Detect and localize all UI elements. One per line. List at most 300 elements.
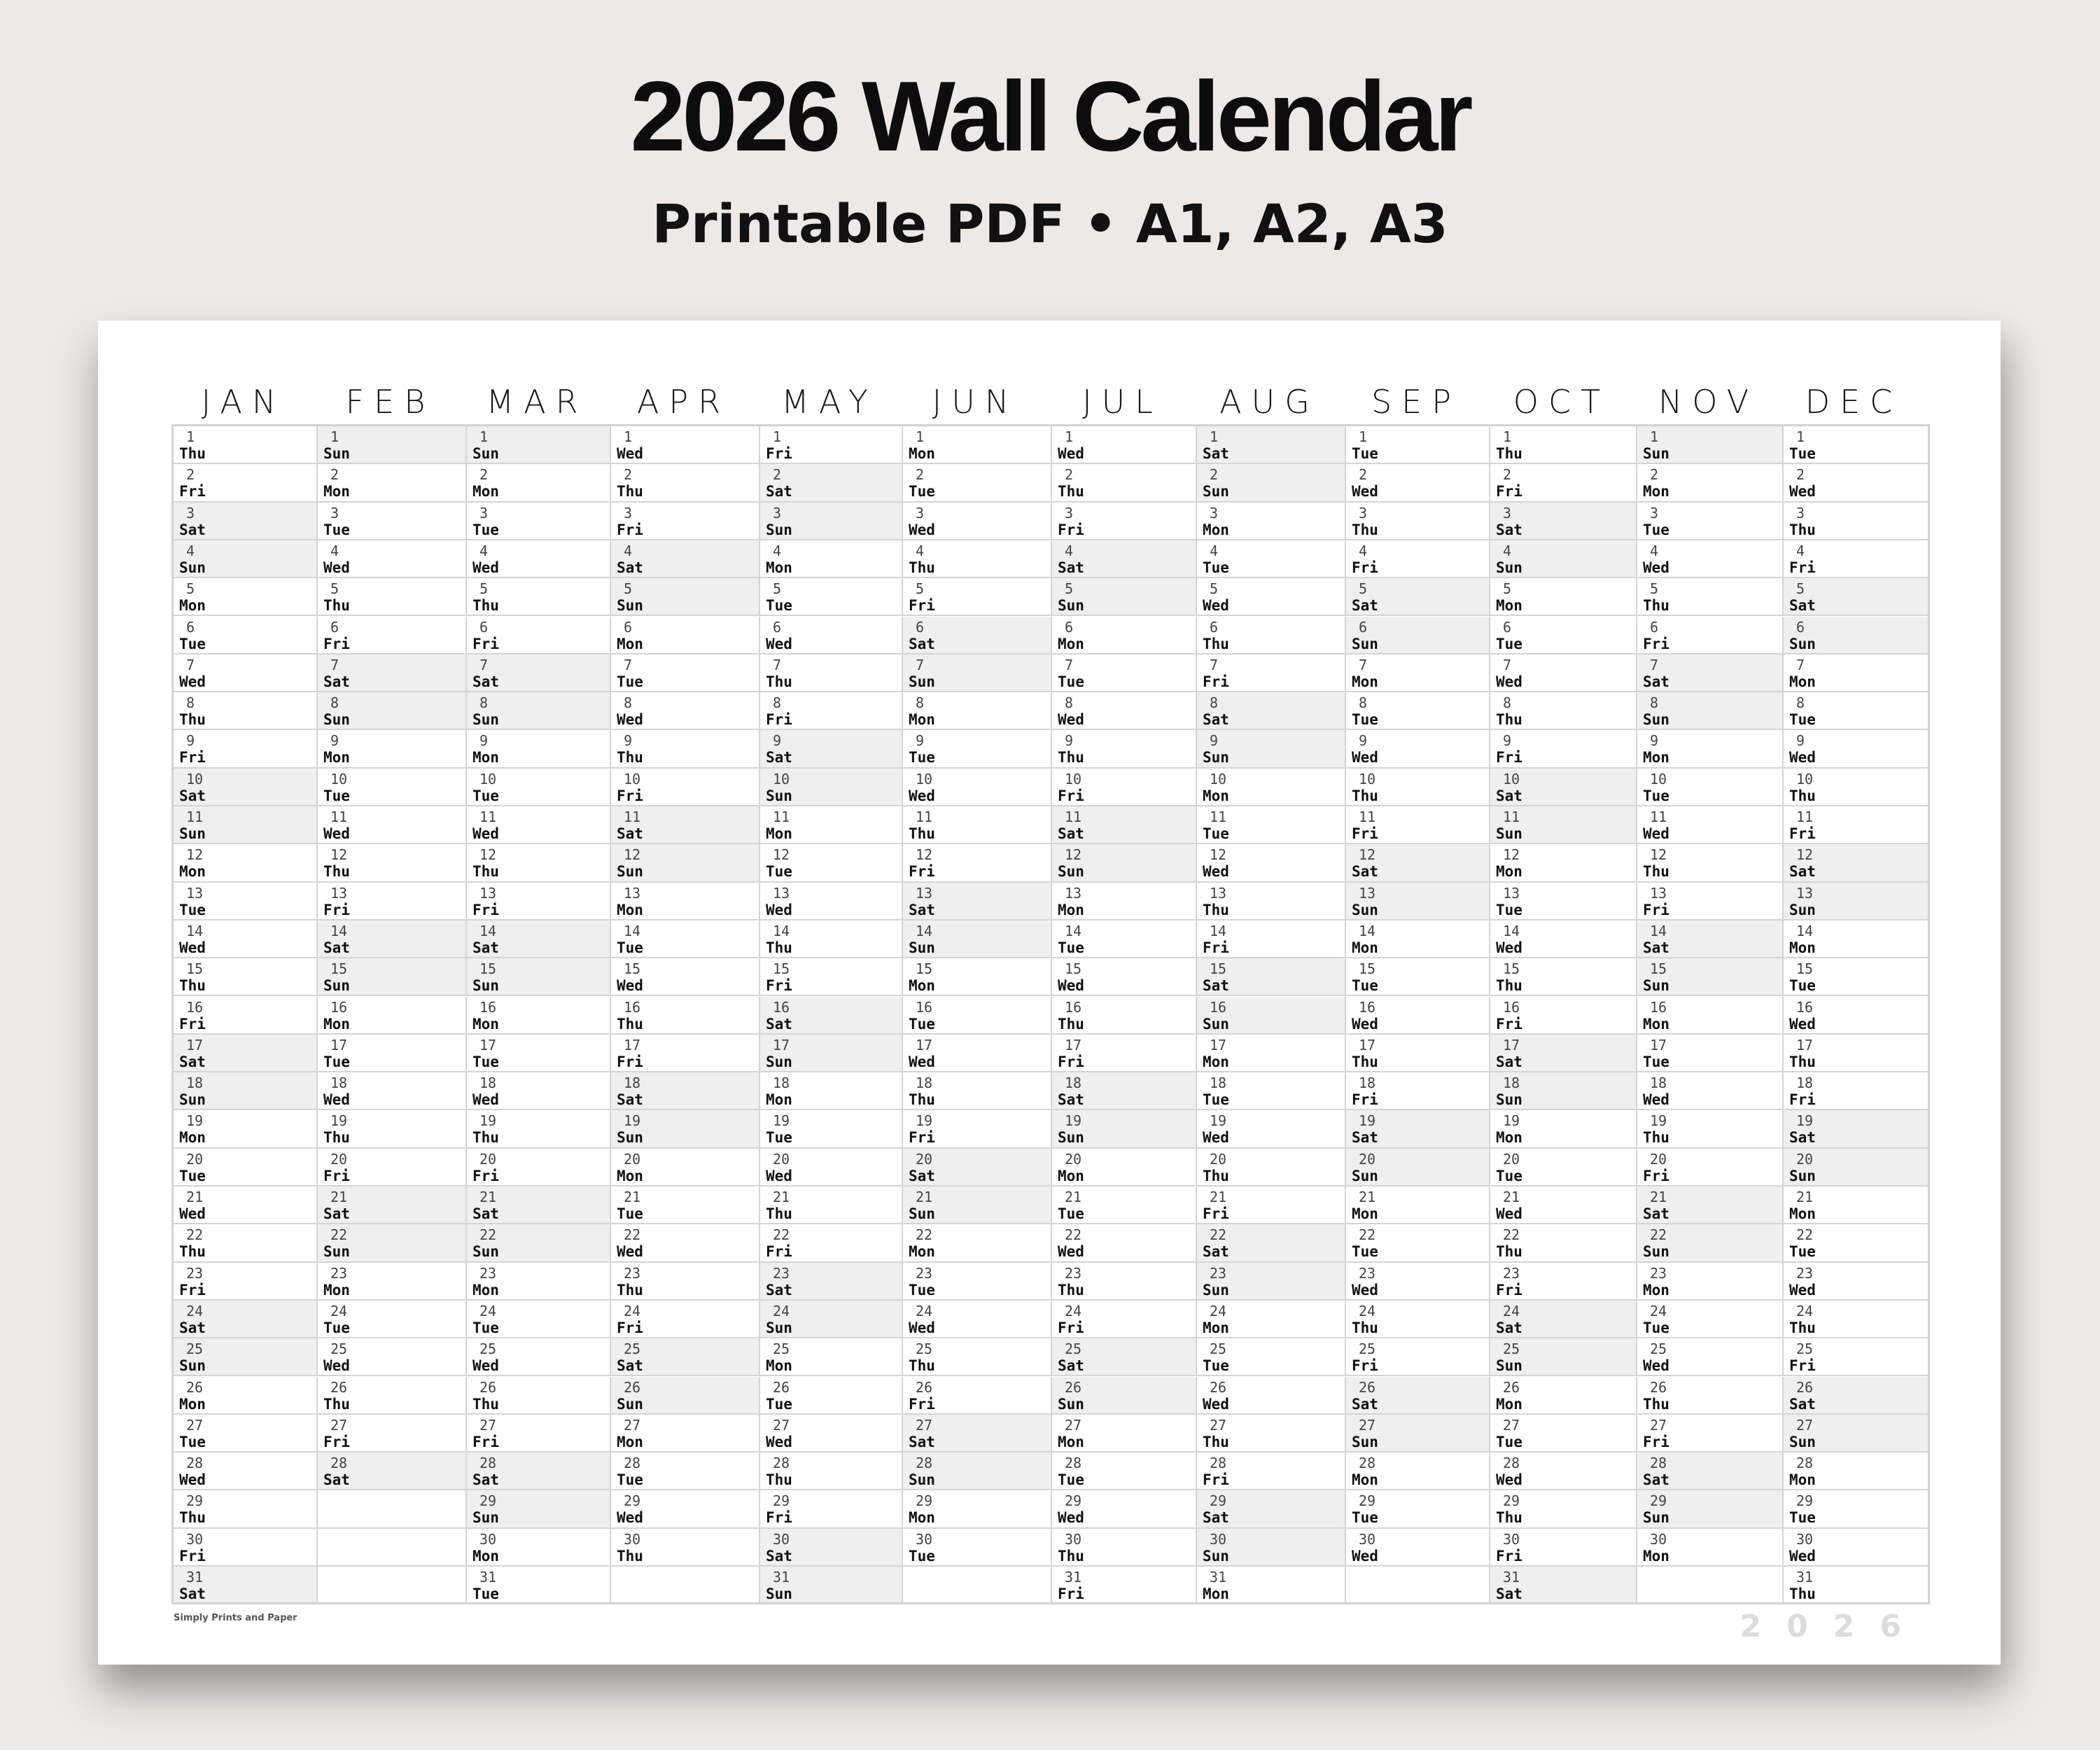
day-cell — [467, 1567, 611, 1602]
day-cell — [1784, 1490, 1928, 1528]
day-cell — [1197, 503, 1346, 540]
month-label-nov: NOV — [1658, 383, 1759, 421]
day-cell — [1784, 540, 1928, 578]
day-number: 12 — [624, 846, 641, 864]
weekday-label: Wed — [617, 1509, 643, 1527]
day-cell — [903, 503, 1052, 540]
day-number: 24 — [330, 1302, 348, 1320]
day-number: 1 — [624, 428, 633, 445]
day-number: 9 — [624, 732, 633, 750]
day-cell — [1637, 997, 1784, 1035]
weekday-label: Sun — [1789, 635, 1816, 652]
day-cell — [1197, 806, 1346, 844]
day-cell — [1346, 1186, 1490, 1224]
day-number: 11 — [330, 808, 348, 825]
day-number: 7 — [1210, 656, 1219, 673]
day-number: 28 — [186, 1455, 204, 1472]
day-cell — [760, 1263, 903, 1301]
day-number: 29 — [479, 1492, 497, 1510]
weekday-label: Sun — [617, 1395, 643, 1413]
day-cell — [318, 1452, 467, 1490]
day-number: 12 — [1359, 846, 1376, 864]
day-cell — [1197, 769, 1346, 806]
weekday-label: Thu — [1789, 787, 1816, 804]
day-cell — [1052, 1377, 1197, 1415]
day-number: 24 — [1210, 1302, 1227, 1320]
weekday-label: Fri — [1643, 1167, 1670, 1184]
day-cell — [611, 769, 760, 806]
day-number: 16 — [330, 998, 348, 1016]
day-number: 17 — [1359, 1036, 1376, 1054]
day-cell — [611, 692, 760, 730]
day-cell — [1784, 883, 1928, 920]
day-number: 27 — [479, 1416, 497, 1434]
weekday-label: Fri — [472, 1167, 499, 1184]
day-number: 7 — [186, 656, 195, 673]
day-cell — [1490, 617, 1637, 654]
weekday-label: Sun — [472, 977, 499, 995]
day-number: 29 — [916, 1492, 933, 1510]
weekday-label: Wed — [179, 673, 206, 690]
day-cell — [467, 1149, 611, 1186]
day-cell — [1784, 617, 1928, 654]
day-cell — [903, 920, 1052, 958]
weekday-label: Sat — [909, 1167, 935, 1184]
day-number: 17 — [330, 1036, 348, 1054]
day-number: 28 — [624, 1455, 641, 1472]
weekday-label: Thu — [1789, 521, 1816, 538]
weekday-label: Fri — [179, 483, 206, 500]
weekday-label: Tue — [1203, 1091, 1229, 1109]
day-cell — [1490, 958, 1637, 996]
day-cell — [1784, 730, 1928, 768]
weekday-label: Wed — [1789, 1547, 1816, 1564]
day-cell — [1490, 997, 1637, 1035]
weekday-label: Sat — [472, 1471, 499, 1489]
day-cell — [467, 1415, 611, 1452]
day-number: 2 — [1796, 466, 1805, 484]
day-number: 17 — [186, 1036, 204, 1054]
day-number: 19 — [186, 1112, 204, 1130]
weekday-label: Fri — [1203, 1205, 1229, 1222]
weekday-label: Sun — [1203, 1281, 1229, 1298]
day-number: 27 — [330, 1416, 348, 1434]
weekday-label: Sat — [179, 1319, 206, 1336]
day-cell — [1197, 1338, 1346, 1376]
weekday-label: Tue — [472, 1319, 499, 1336]
day-number: 13 — [1503, 884, 1520, 902]
day-cell — [903, 692, 1052, 730]
day-number: 17 — [1210, 1036, 1227, 1054]
day-cell — [760, 1567, 903, 1602]
weekday-label: Thu — [617, 1015, 643, 1032]
day-cell — [174, 1452, 318, 1490]
day-cell — [1052, 806, 1197, 844]
weekday-label: Sat — [1058, 1091, 1084, 1109]
day-number: 16 — [916, 998, 933, 1016]
day-cell — [1637, 1263, 1784, 1301]
day-cell — [1052, 1263, 1197, 1301]
weekday-label: Fri — [1496, 1547, 1522, 1564]
day-number: 13 — [479, 884, 497, 902]
day-number: 9 — [1210, 732, 1219, 750]
day-number: 4 — [1503, 542, 1512, 559]
day-number: 17 — [1065, 1036, 1082, 1054]
day-cell — [174, 997, 318, 1035]
day-cell — [174, 1263, 318, 1301]
day-number: 1 — [1210, 428, 1219, 445]
day-cell — [1052, 1338, 1197, 1376]
weekday-label: Sun — [323, 977, 350, 995]
weekday-label: Mon — [909, 445, 935, 462]
day-number: 10 — [1210, 770, 1227, 788]
day-number: 9 — [1359, 732, 1368, 750]
weekday-label: Sun — [766, 787, 792, 804]
day-cell — [174, 730, 318, 768]
day-cell — [903, 806, 1052, 844]
day-cell — [1346, 617, 1490, 654]
day-cell — [1490, 464, 1637, 502]
day-cell — [903, 654, 1052, 692]
day-number: 24 — [1503, 1302, 1520, 1320]
day-cell — [467, 464, 611, 502]
day-cell — [1052, 464, 1197, 502]
weekday-label: Sun — [179, 559, 206, 576]
day-number: 13 — [773, 884, 790, 902]
day-number: 22 — [1650, 1226, 1667, 1244]
weekday-label: Mon — [1058, 1167, 1084, 1184]
day-cell — [1197, 654, 1346, 692]
weekday-label: Sun — [1789, 1433, 1816, 1450]
day-number: 9 — [1796, 732, 1805, 750]
day-cell — [1197, 578, 1346, 616]
day-number: 30 — [186, 1530, 204, 1548]
day-cell — [1637, 1338, 1784, 1376]
day-cell — [1197, 1149, 1346, 1186]
day-number: 14 — [1065, 922, 1082, 939]
day-number: 8 — [916, 694, 925, 712]
day-cell — [1490, 578, 1637, 616]
day-cell — [903, 1110, 1052, 1148]
day-number: 23 — [1796, 1264, 1814, 1282]
weekday-label: Thu — [179, 977, 206, 995]
weekday-label: Sat — [1203, 445, 1229, 462]
day-cell — [903, 540, 1052, 578]
day-number: 26 — [1359, 1378, 1376, 1396]
day-cell — [1784, 1263, 1928, 1301]
day-number: 28 — [1359, 1455, 1376, 1472]
day-number: 28 — [773, 1455, 790, 1472]
day-cell — [760, 1149, 903, 1186]
day-number: 18 — [330, 1074, 348, 1092]
day-number: 31 — [1065, 1569, 1082, 1586]
day-cell — [1197, 1377, 1346, 1415]
day-number: 16 — [773, 998, 790, 1016]
day-cell — [318, 426, 467, 464]
day-number: 18 — [624, 1074, 641, 1092]
day-number: 11 — [1359, 808, 1376, 825]
day-cell — [318, 464, 467, 502]
day-cell — [1637, 578, 1784, 616]
day-cell — [1490, 1338, 1637, 1376]
day-cell — [1637, 1301, 1784, 1338]
weekday-label: Fri — [1352, 1091, 1378, 1109]
day-number: 22 — [1796, 1226, 1814, 1244]
day-number: 10 — [330, 770, 348, 788]
day-cell — [1784, 1035, 1928, 1072]
weekday-label: Sun — [179, 825, 206, 842]
weekday-label: Thu — [1058, 1015, 1084, 1032]
day-number: 20 — [330, 1150, 348, 1168]
day-number: 15 — [624, 960, 641, 978]
day-number: 24 — [479, 1302, 497, 1320]
weekday-label: Thu — [617, 749, 643, 766]
weekday-label: Tue — [472, 521, 499, 538]
day-cell — [1637, 958, 1784, 996]
day-cell — [760, 426, 903, 464]
weekday-label: Mon — [1643, 1281, 1670, 1298]
weekday-label: Sat — [909, 1433, 935, 1450]
day-cell — [1052, 1452, 1197, 1490]
day-number: 16 — [1796, 998, 1814, 1016]
day-number: 30 — [916, 1530, 933, 1548]
calendar-sheet — [98, 321, 2001, 1665]
weekday-label: Tue — [1058, 939, 1084, 956]
day-cell — [1637, 540, 1784, 578]
day-number: 25 — [624, 1340, 641, 1358]
weekday-label: Sat — [1058, 825, 1084, 842]
day-cell — [318, 1263, 467, 1301]
day-number: 26 — [773, 1378, 790, 1396]
weekday-label: Sun — [1203, 483, 1229, 500]
day-cell — [1052, 1529, 1197, 1567]
day-cell — [1490, 1035, 1637, 1072]
weekday-label: Sun — [617, 863, 643, 881]
day-number: 23 — [916, 1264, 933, 1282]
weekday-label: Sat — [1058, 559, 1084, 576]
day-cell — [174, 503, 318, 540]
day-cell — [1784, 1186, 1928, 1224]
day-number: 3 — [186, 504, 195, 522]
day-number: 22 — [1359, 1226, 1376, 1244]
day-cell — [1346, 1490, 1490, 1528]
weekday-label: Mon — [1058, 901, 1084, 918]
weekday-label: Thu — [1058, 483, 1084, 500]
day-number: 12 — [1650, 846, 1667, 864]
day-number: 13 — [1650, 884, 1667, 902]
empty-cell — [318, 1490, 467, 1528]
day-number: 2 — [1650, 466, 1659, 484]
day-number: 19 — [1650, 1112, 1667, 1130]
day-cell — [174, 1224, 318, 1262]
day-number: 4 — [624, 542, 633, 559]
weekday-label: Fri — [472, 901, 499, 918]
month-label-sep: SEP — [1371, 383, 1461, 421]
day-number: 6 — [1359, 618, 1368, 636]
weekday-label: Wed — [1058, 1243, 1084, 1261]
day-cell — [318, 692, 467, 730]
weekday-label: Mon — [617, 635, 643, 652]
weekday-label: Tue — [1352, 711, 1378, 729]
day-number: 16 — [624, 998, 641, 1016]
weekday-label: Sun — [1203, 1015, 1229, 1032]
day-number: 1 — [186, 428, 195, 445]
day-number: 28 — [1650, 1455, 1667, 1472]
day-number: 28 — [1210, 1455, 1227, 1472]
day-cell — [467, 1490, 611, 1528]
day-number: 19 — [1503, 1112, 1520, 1130]
weekday-label: Fri — [1203, 1471, 1229, 1489]
day-cell — [611, 730, 760, 768]
day-number: 29 — [1503, 1492, 1520, 1510]
day-cell — [1784, 503, 1928, 540]
day-cell — [1346, 1072, 1490, 1110]
day-number: 2 — [916, 466, 925, 484]
day-cell — [1490, 806, 1637, 844]
day-cell — [760, 464, 903, 502]
day-number: 27 — [1210, 1416, 1227, 1434]
day-number: 20 — [1796, 1150, 1814, 1168]
day-number: 23 — [1359, 1264, 1376, 1282]
weekday-label: Mon — [1643, 1547, 1670, 1564]
weekday-label: Tue — [909, 1547, 935, 1564]
day-cell — [467, 503, 611, 540]
day-cell — [174, 844, 318, 882]
day-cell — [611, 1224, 760, 1262]
day-number: 4 — [773, 542, 782, 559]
day-number: 24 — [916, 1302, 933, 1320]
weekday-label: Sun — [1352, 1167, 1378, 1184]
day-cell — [1052, 1301, 1197, 1338]
weekday-label: Sun — [1058, 863, 1084, 881]
day-cell — [903, 1529, 1052, 1567]
day-number: 4 — [1210, 542, 1219, 559]
weekday-label: Fri — [1789, 1357, 1816, 1375]
weekday-label: Tue — [1643, 787, 1670, 804]
weekday-label: Fri — [1058, 787, 1084, 804]
day-number: 30 — [773, 1530, 790, 1548]
weekday-label: Fri — [179, 1547, 206, 1564]
weekday-label: Sun — [909, 673, 935, 690]
day-cell — [903, 1452, 1052, 1490]
day-number: 15 — [1065, 960, 1082, 978]
calendar-grid — [172, 424, 1930, 1604]
day-number: 12 — [1210, 846, 1227, 864]
weekday-label: Mon — [323, 1281, 350, 1298]
day-number: 3 — [1796, 504, 1805, 522]
day-number: 20 — [1065, 1150, 1082, 1168]
day-number: 21 — [1065, 1189, 1082, 1205]
day-cell — [1784, 464, 1928, 502]
weekday-label: Sun — [1352, 901, 1378, 918]
weekday-label: Wed — [766, 901, 792, 918]
weekday-label: Wed — [1643, 1357, 1670, 1375]
month-label-aug: AUG — [1219, 383, 1320, 421]
day-cell — [318, 617, 467, 654]
weekday-label: Wed — [1643, 1091, 1670, 1109]
weekday-label: Tue — [179, 1167, 206, 1184]
weekday-label: Thu — [472, 1395, 499, 1413]
weekday-label: Mon — [472, 1547, 499, 1564]
day-number: 28 — [330, 1455, 348, 1472]
day-number: 18 — [1065, 1074, 1082, 1092]
day-number: 31 — [186, 1569, 204, 1586]
month-label-jan: JAN — [201, 383, 286, 421]
day-cell — [467, 730, 611, 768]
day-number: 26 — [1796, 1378, 1814, 1396]
day-number: 5 — [330, 580, 340, 598]
day-cell — [174, 1149, 318, 1186]
weekday-label: Sat — [1643, 939, 1670, 956]
day-cell — [467, 617, 611, 654]
day-number: 14 — [773, 922, 790, 939]
day-cell — [1052, 540, 1197, 578]
weekday-label: Fri — [1058, 1319, 1084, 1336]
weekday-label: Mon — [1643, 1015, 1670, 1032]
day-number: 31 — [1210, 1569, 1227, 1586]
brand-label: Simply Prints and Paper — [174, 1613, 298, 1623]
day-number: 6 — [1065, 618, 1074, 636]
day-cell — [760, 1529, 903, 1567]
weekday-label: Mon — [1203, 1053, 1229, 1070]
day-cell — [467, 844, 611, 882]
day-cell — [1197, 883, 1346, 920]
weekday-label: Thu — [909, 825, 935, 842]
day-number: 3 — [330, 504, 340, 522]
day-number: 10 — [1359, 770, 1376, 788]
day-cell — [1346, 426, 1490, 464]
weekday-label: Thu — [1643, 597, 1670, 615]
day-cell — [760, 540, 903, 578]
day-number: 25 — [773, 1340, 790, 1358]
day-cell — [174, 769, 318, 806]
weekday-label: Wed — [1496, 939, 1522, 956]
weekday-label: Thu — [323, 863, 350, 881]
weekday-label: Mon — [766, 559, 792, 576]
day-number: 30 — [1503, 1530, 1520, 1548]
day-number: 11 — [1503, 808, 1520, 825]
day-cell — [1197, 1186, 1346, 1224]
day-number: 2 — [624, 466, 633, 484]
day-number: 19 — [330, 1112, 348, 1130]
day-cell — [1784, 1415, 1928, 1452]
weekday-label: Fri — [472, 1433, 499, 1450]
day-number: 18 — [1650, 1074, 1667, 1092]
day-number: 15 — [1359, 960, 1376, 978]
day-number: 21 — [1503, 1189, 1520, 1205]
day-number: 11 — [773, 808, 790, 825]
day-number: 26 — [1503, 1378, 1520, 1396]
day-number: 20 — [624, 1150, 641, 1168]
day-number: 29 — [1650, 1492, 1667, 1510]
day-number: 1 — [916, 428, 925, 445]
weekday-label: Sun — [909, 939, 935, 956]
day-number: 26 — [624, 1378, 641, 1396]
day-number: 6 — [1503, 618, 1512, 636]
weekday-label: Fri — [617, 521, 643, 538]
day-cell — [467, 1072, 611, 1110]
weekday-label: Thu — [1496, 711, 1522, 729]
day-cell — [1197, 1301, 1346, 1338]
day-cell — [760, 1452, 903, 1490]
weekday-label: Tue — [323, 1053, 350, 1070]
day-number: 7 — [479, 656, 489, 673]
day-cell — [174, 958, 318, 996]
weekday-label: Sat — [1496, 1053, 1522, 1070]
day-cell — [611, 1490, 760, 1528]
day-number: 23 — [624, 1264, 641, 1282]
day-cell — [174, 1567, 318, 1602]
